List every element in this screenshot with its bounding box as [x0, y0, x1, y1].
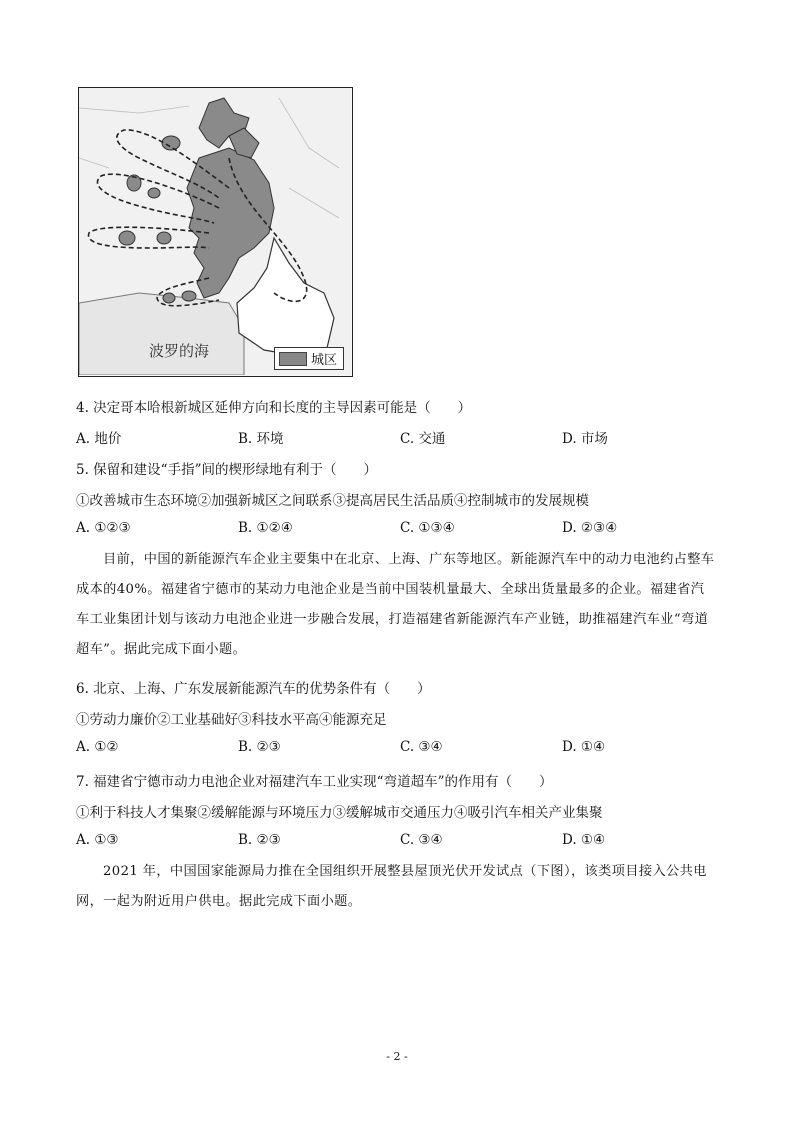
q6-stem: 6. 北京、上海、广东发展新能源汽车的优势条件有（ ）: [76, 681, 431, 697]
q7-option-d: D. ①④: [562, 832, 606, 848]
q4-option-d: D. 市场: [562, 431, 608, 447]
sea-label: 波罗的海: [149, 342, 210, 360]
legend-label: 城区: [310, 353, 337, 368]
q6-option-c: C. ③④: [400, 739, 443, 755]
q6-option-b: B. ②③: [238, 739, 281, 755]
q4-stem: 4. 决定哥本哈根新城区延伸方向和长度的主导因素可能是（ ）: [76, 400, 472, 416]
q7-option-b: B. ②③: [238, 832, 281, 848]
q6-choices: ①劳动力廉价②工业基础好③科技水平高④能源充足: [76, 712, 387, 728]
city-legend-swatch: [279, 352, 307, 366]
q7-stem: 7. 福建省宁德市动力电池企业对福建汽车工业实现“弯道超车”的作用有（ ）: [76, 774, 553, 790]
q4-option-c: C. 交通: [400, 431, 446, 447]
map-legend: [274, 347, 344, 370]
q7-option-a: A. ①③: [76, 832, 119, 848]
q6-option-a: A. ①②: [76, 739, 119, 755]
q5-option-b: B. ①②④: [238, 520, 293, 536]
q5-choices: ①改善城市生态环境②加强新城区之间联系③提高居民生活品质④控制城市的发展规模: [76, 493, 589, 509]
q5-stem: 5. 保留和建设“手指”间的楔形绿地有利于（ ）: [76, 462, 377, 478]
q7-choices: ①利于科技人才集聚②缓解能源与环境压力③缓解城市交通压力④吸引汽车相关产业集聚: [76, 805, 603, 821]
q5-option-c: C. ①③④: [400, 520, 455, 536]
q7-option-c: C. ③④: [400, 832, 443, 848]
q5-option-a: A. ①②③: [76, 520, 131, 536]
page-number: - 2 -: [386, 1050, 408, 1063]
passage-rooftop-solar: 2021 年，中国国家能源局力推在全国组织开展整县屋顶光伏开发试点（下图），该类项目接入公共电网，一起为附近用户供电。据此完成下面小题。: [76, 864, 707, 909]
q4-option-b: B. 环境: [238, 431, 284, 447]
passage-new-energy-vehicles: 目前，中国的新能源汽车企业主要集中在北京、上海、广东等地区。新能源汽车中的动力电池约占整车成本的40%。福建省宁德市的某动力电池企业是当前中国装机量最大、全球出货量最多的企业。福建省汽车工业集团计划与该动力电池企业进一步融合发展，打造福建省新能源汽车产业链，助推福建汽车业“弯道超车”。据此完成下面小题。: [76, 552, 715, 657]
q6-option-d: D. ①④: [562, 739, 606, 755]
q5-option-d: D. ②③④: [562, 520, 618, 536]
copenhagen-finger-plan-map: [78, 87, 353, 377]
map-drawing: [79, 88, 351, 375]
q4-option-a: A. 地价: [76, 431, 122, 447]
